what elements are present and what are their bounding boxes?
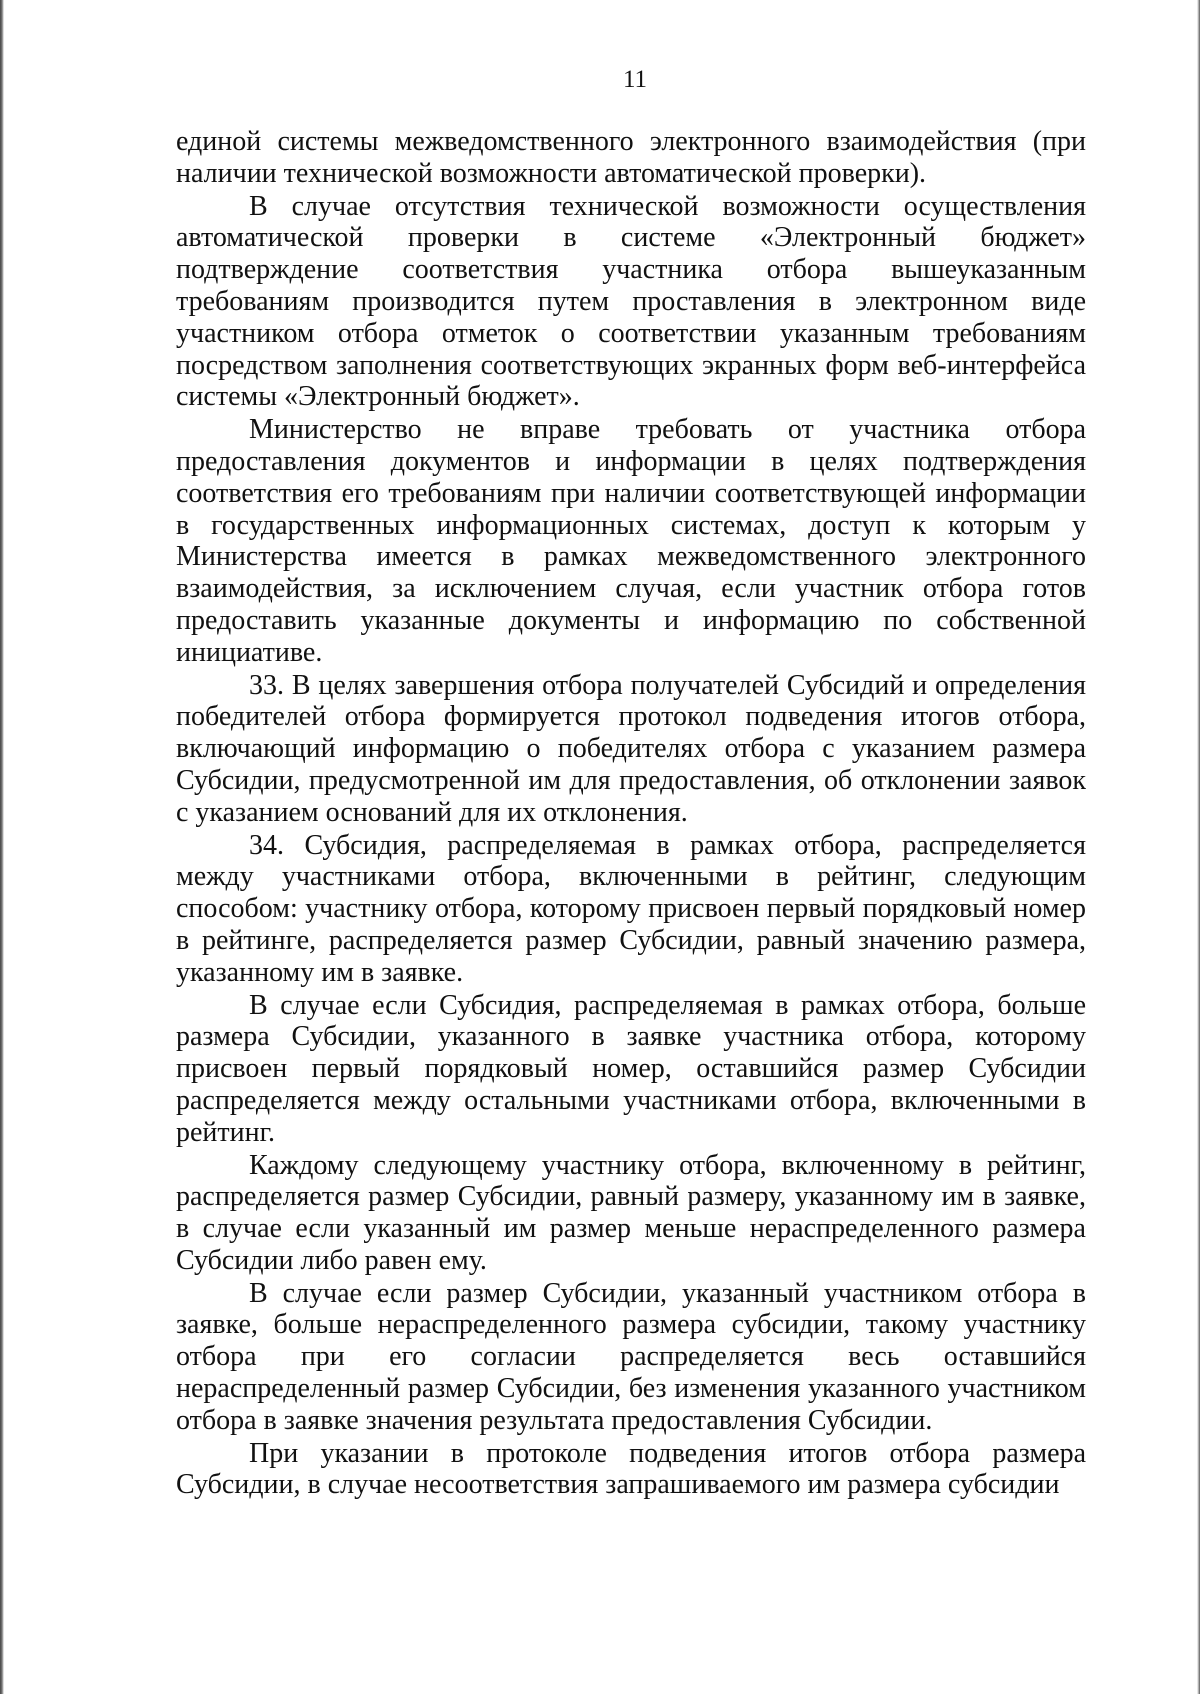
paragraph-33: 33. В целях завершения отбора получателей Субсидий и определения победителей отбора формируется протокол подведения итогов отбора, включающий информацию о победителях отбора с указанием размера Субсидии, предусмотренной им для предоставления, об отклонении заявок с указанием оснований для их отклонения.: [176, 669, 1086, 828]
paragraph-continuation: единой системы межведомственного электронного взаимодействия (при наличии технической возможности автоматической проверки).: [176, 126, 1086, 189]
paragraph-protocol-mismatch: При указании в протоколе подведения итогов отбора размера Субсидии, в случае несоответствия запрашиваемого им размера субсидии: [176, 1437, 1086, 1501]
document-body: [176, 126, 1086, 1502]
paragraph-ministry-restriction: Министерство не вправе требовать от участника отбора предоставления документов и информации в целях подтверждения соответствия его требованиям при наличии соответствующей информации в государственных информационных системах, доступ к которым у Министерства имеется в рамках межведомственного электронного взаимодействия, за исключением случая, если участник отбора готов предоставить указанные документы и информацию по собственной инициативе.: [176, 414, 1086, 668]
paragraph-34: 34. Субсидия, распределяемая в рамках отбора, распределяется между участниками отбора, включенными в рейтинг, следующим способом: участнику отбора, которому присвоен первый порядковый номер в рейтинге, распределяется размер Субсидии, равный значению размера, указанному им в заявке.: [176, 829, 1086, 988]
paragraph-next-participant: Каждому следующему участнику отбора, включенному в рейтинг, распределяется размер Субсидии, равный размеру, указанному им в заявке, в случае если указанный им размер меньше нераспределенного размера Субсидии либо равен ему.: [176, 1149, 1086, 1276]
scan-edge-left: [0, 0, 4, 1694]
paragraph-no-auto-check: В случае отсутствия технической возможности осуществления автоматической проверки в системе «Электронный бюджет» подтверждение соответствия участника отбора вышеуказанным требованиям производится путем проставления в электронном виде участником отбора отметок о соответствии указанным требованиям посредством заполнения соответствующих экранных форм веб-интерфейса системы «Электронный бюджет».: [176, 190, 1086, 413]
page-number: 11: [622, 66, 648, 93]
paragraph-remaining-distribution: В случае если Субсидия, распределяемая в рамках отбора, больше размера Субсидии, указанного в заявке участника отбора, которому присвоен первый порядковый номер, оставшийся размер Субсидии распределяется между остальными участниками отбора, включенными в рейтинг.: [176, 989, 1086, 1148]
paragraph-larger-request: В случае если размер Субсидии, указанный участником отбора в заявке, больше нераспределенного размера субсидии, такому участнику отбора при его согласии распределяется весь оставшийся нераспределенный размер Субсидии, без изменения указанного участником отбора в заявке значения результата предоставления Субсидии.: [176, 1277, 1086, 1436]
